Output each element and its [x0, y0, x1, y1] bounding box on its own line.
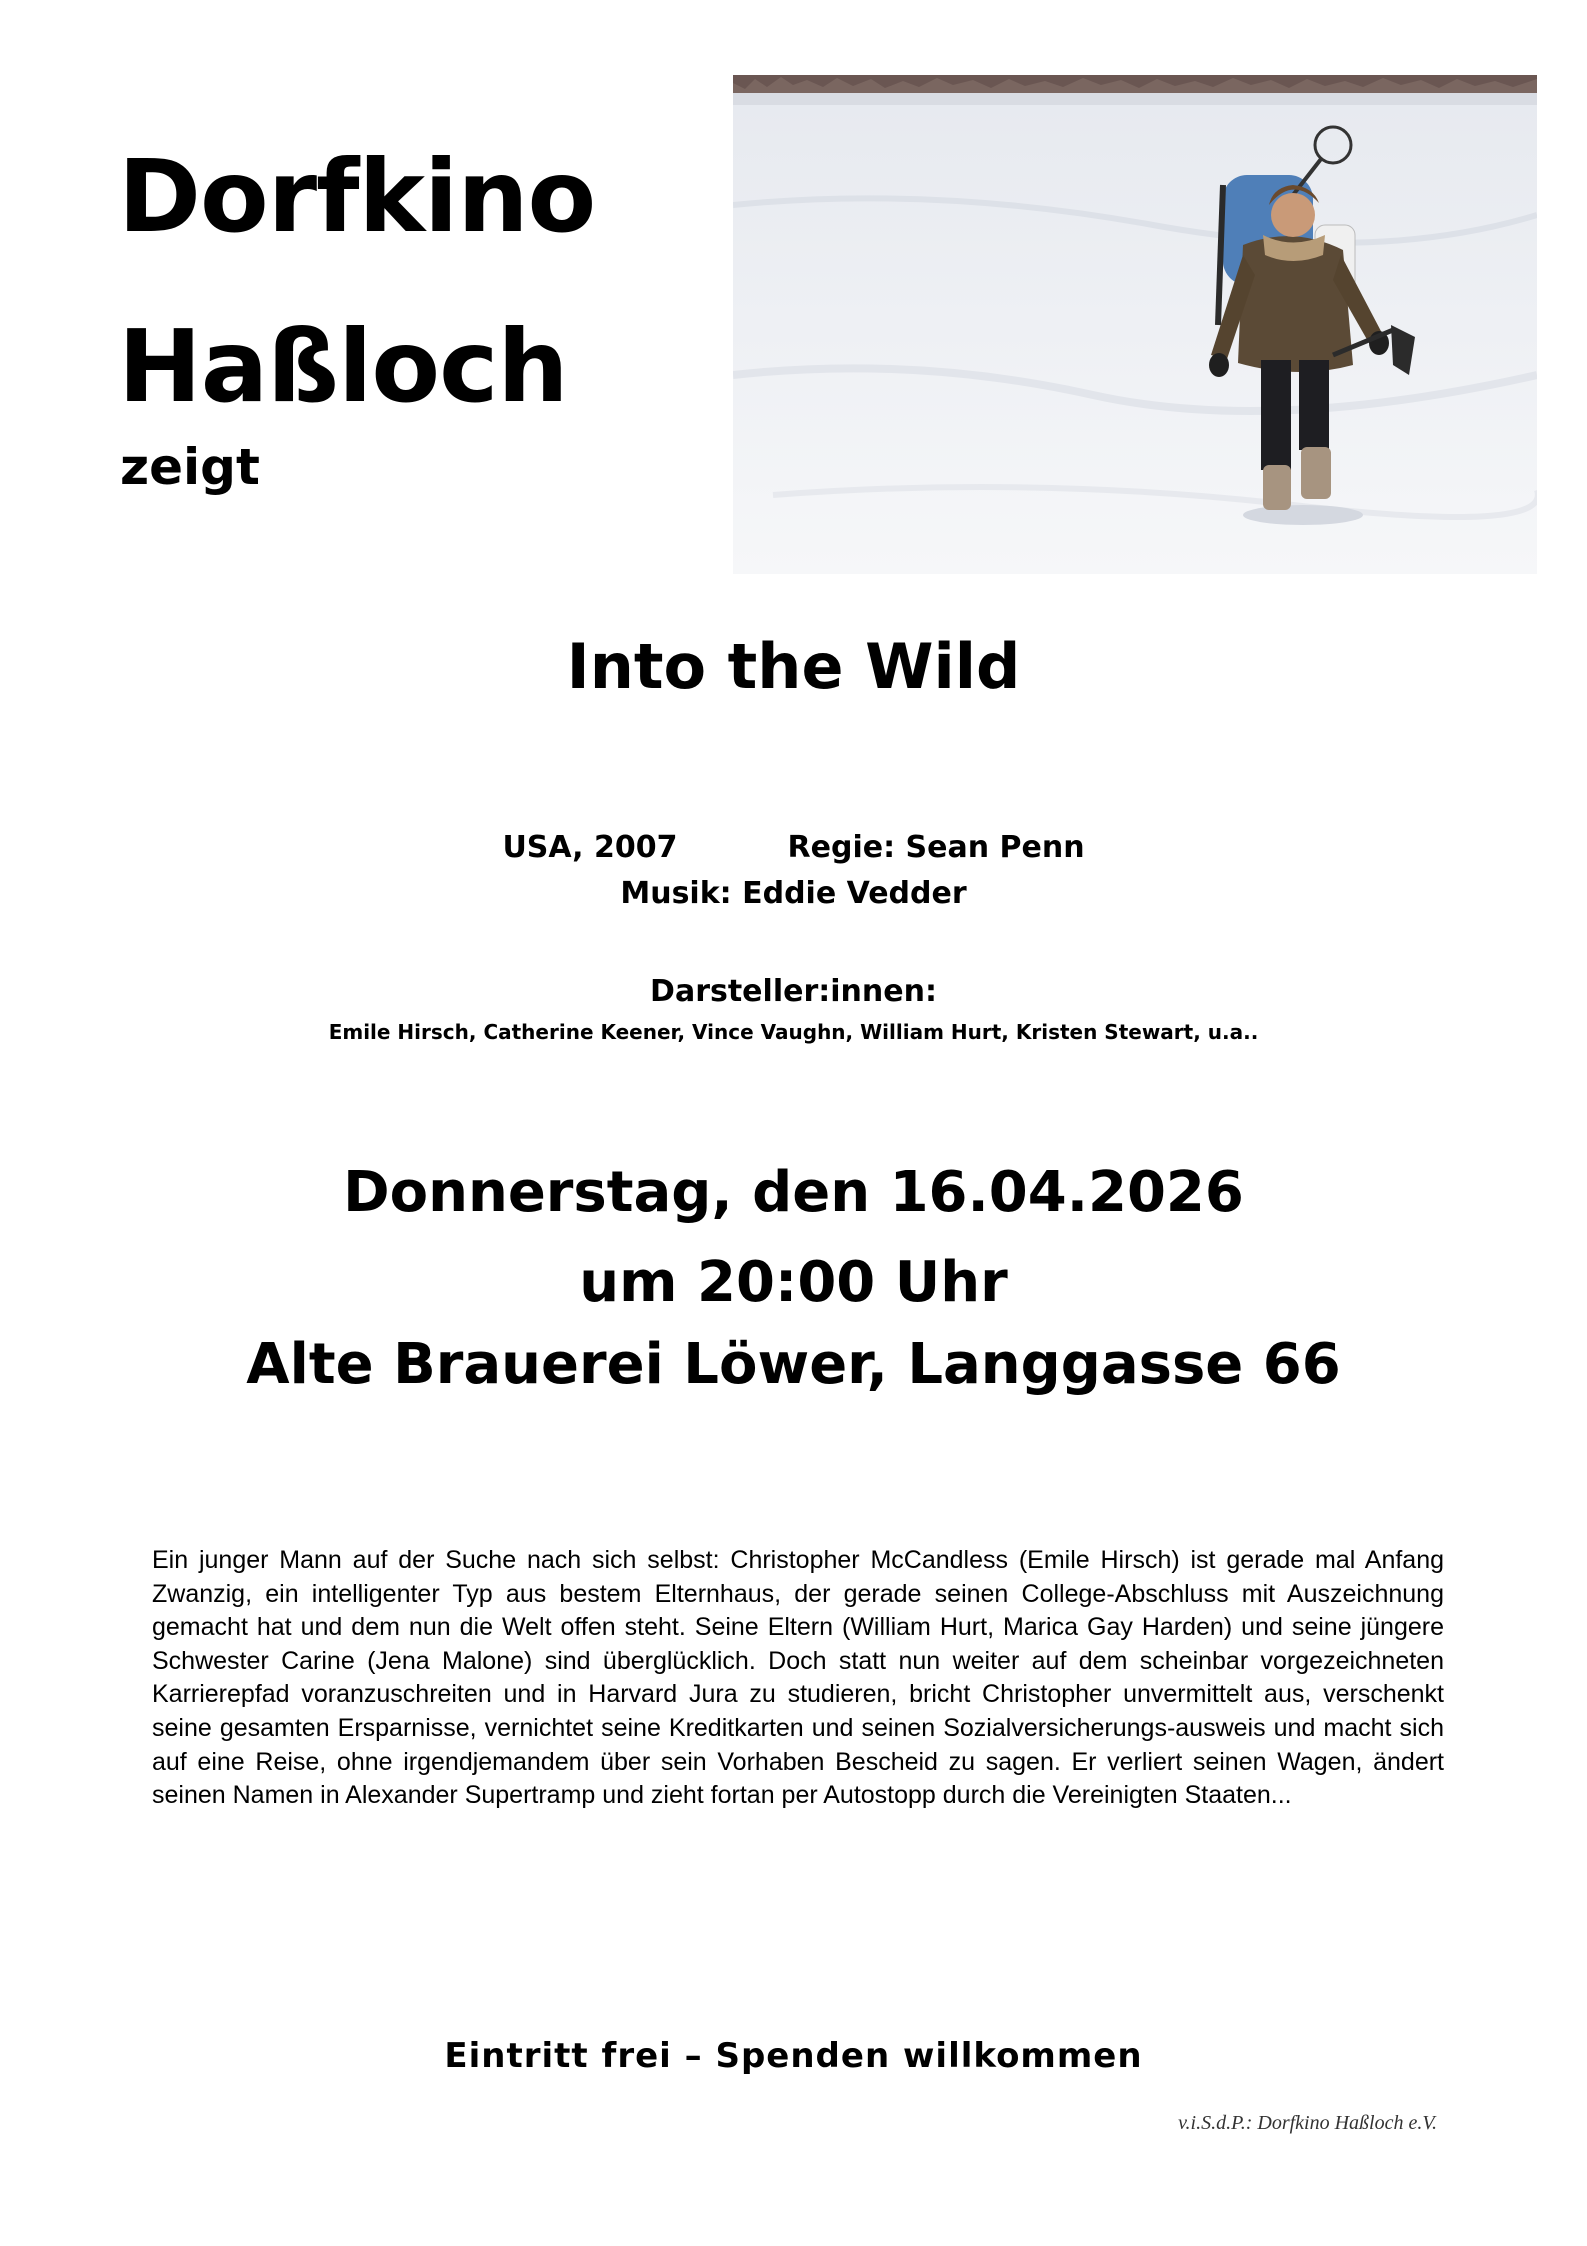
- imprint: v.i.S.d.P.: Dorfkino Haßloch e.V.: [1178, 2112, 1437, 2134]
- film-meta-line: [0, 830, 1587, 865]
- synopsis: Ein junger Mann auf der Suche nach sich selbst: Christopher McCandless (Emile Hirsch) ist gerade mal Anfang Zwanzig, ein intelligenter Typ aus bestem Elternhaus, der gerade seinen College-Abschluss mit Auszeichnung gemacht hat und dem nun die Welt offen steht. Seine Eltern (William Hurt, Marica Gay Harden) und seine jüngere Schwester Carine (Jena Malone) sind überglücklich. Doch statt nun weiter auf dem scheinbar vorgezeichneten Karrierepfad voranzuschreiten und in Harvard Jura zu studieren, bricht Christopher unvermittelt aus, verschenkt seine gesamten Ersparnisse, vernichtet seine Kreditkarten und seinen Sozialversicherungs-ausweis und macht sich auf eine Reise, ohne irgendjemandem über sein Vorhaben Bescheid zu sagen. Er verliert seinen Wagen, ändert seinen Namen in Alexander Supertramp und zieht fortan per Autostopp durch die Vereinigten Staaten...: [152, 1546, 1444, 1810]
- snow-hiker-illustration: [733, 75, 1537, 574]
- screening-venue: Alte Brauerei Löwer, Langgasse 66: [246, 1332, 1341, 1397]
- music-credit: Musik: Eddie Vedder: [620, 876, 967, 911]
- presents-label: zeigt: [120, 438, 260, 496]
- cast-heading: Darsteller:innen:: [650, 974, 937, 1009]
- director: Regie: Sean Penn: [787, 830, 1085, 865]
- country-year: USA, 2007: [502, 830, 678, 865]
- cinema-name-line1: Dorfkino: [118, 138, 596, 255]
- film-title: Into the Wild: [566, 630, 1021, 703]
- cinema-name: [118, 112, 595, 452]
- cast-list: Emile Hirsch, Catherine Keener, Vince Vaughn, William Hurt, Kristen Stewart, u.a..: [328, 1020, 1259, 1044]
- screening-date: Donnerstag, den 16.04.2026: [343, 1160, 1244, 1225]
- cinema-name-line2: Haßloch: [118, 308, 568, 425]
- film-still-image: [733, 75, 1537, 574]
- admission-note: Eintritt frei – Spenden willkommen: [444, 2036, 1143, 2076]
- screening-time: um 20:00 Uhr: [579, 1250, 1008, 1315]
